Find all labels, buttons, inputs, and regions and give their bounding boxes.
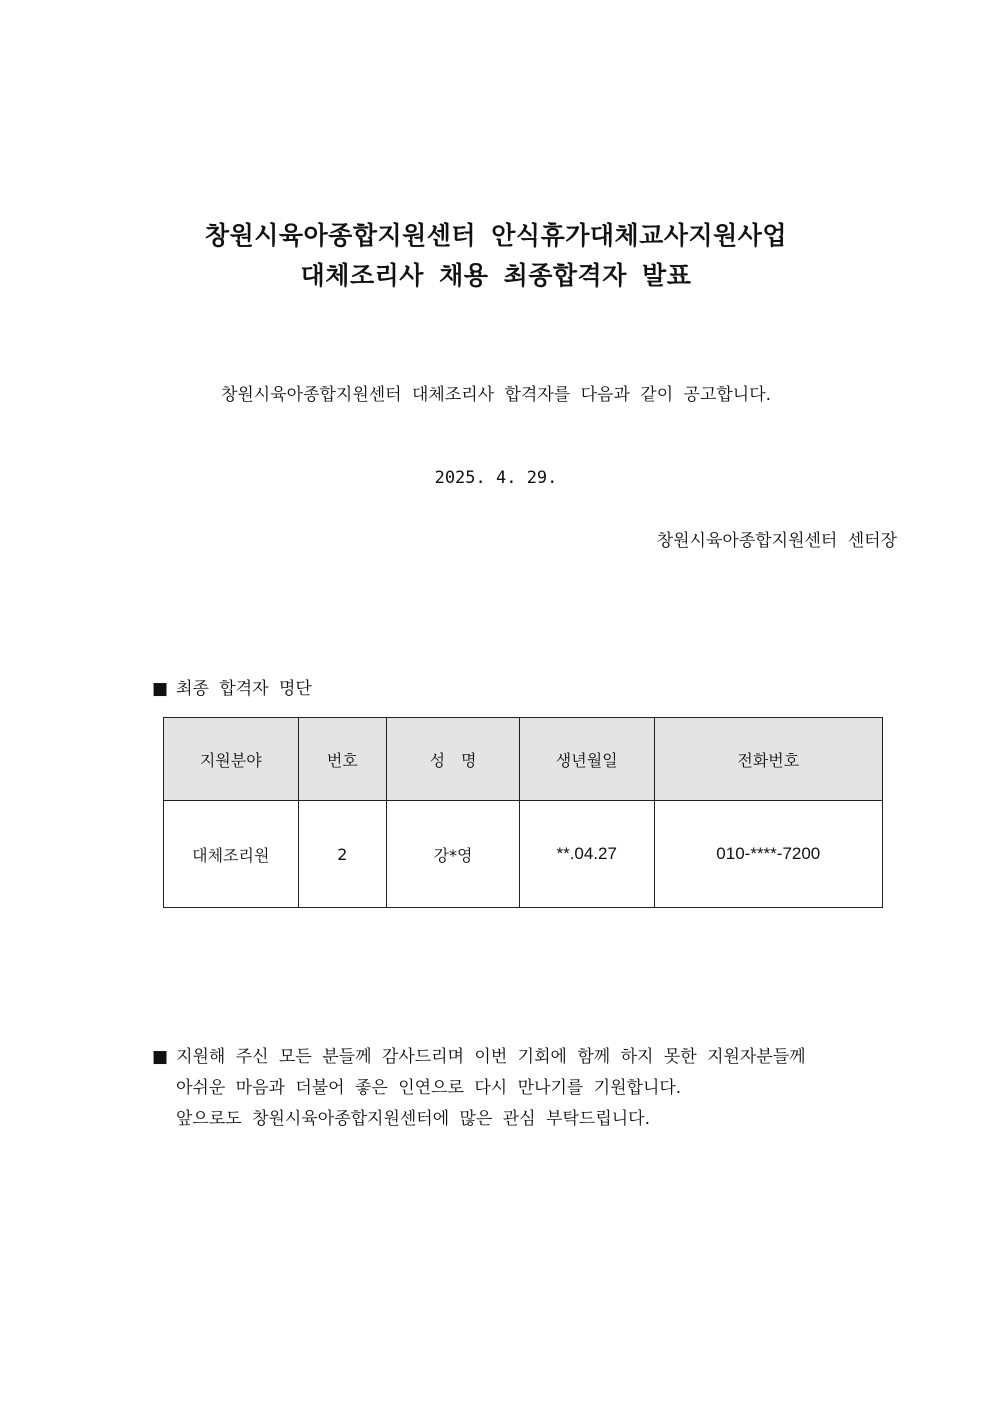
square-bullet-icon: ■ xyxy=(152,1047,169,1067)
table-header-row xyxy=(164,718,883,801)
closing-message xyxy=(152,1042,806,1135)
intro-text: 창원시육아종합지원센터 대체조리사 합격자를 다음과 같이 공고합니다. xyxy=(220,385,772,405)
cell-field: 대체조리원 xyxy=(164,801,299,908)
document-title-line-1: 창원시육아종합지원센터 안식휴가대체교사지원사업 xyxy=(204,221,788,250)
cell-phone: 010-****-7200 xyxy=(654,801,882,908)
square-bullet-icon: ■ xyxy=(152,679,169,699)
header-number: 번호 xyxy=(298,718,387,801)
closing-line-1-text: 지원해 주신 모든 분들께 감사드리며 이번 기회에 함께 하지 못한 지원자분들께 xyxy=(176,1047,806,1067)
section-heading-final-list xyxy=(152,674,312,699)
final-candidates-table xyxy=(163,717,883,908)
table-row xyxy=(164,801,883,908)
document-title-line-2: 대체조리사 채용 최종합격자 발표 xyxy=(300,261,692,290)
closing-line-1 xyxy=(152,1042,806,1073)
header-birth: 생년월일 xyxy=(519,718,654,801)
section-heading-text: 최종 합격자 명단 xyxy=(176,679,312,699)
closing-line-2: 아쉬운 마음과 더불어 좋은 인연으로 다시 만나기를 기원합니다. xyxy=(176,1078,682,1098)
header-name: 성 명 xyxy=(387,718,520,801)
header-phone: 전화번호 xyxy=(654,718,882,801)
closing-line-3: 앞으로도 창원시육아종합지원센터에 많은 관심 부탁드립니다. xyxy=(176,1109,650,1129)
cell-number: 2 xyxy=(298,801,387,908)
header-field: 지원분야 xyxy=(164,718,299,801)
cell-name: 강*영 xyxy=(387,801,520,908)
signer: 창원시육아종합지원센터 센터장 xyxy=(656,531,897,551)
announcement-date: 2025. 4. 29. xyxy=(434,468,558,488)
cell-birth: **.04.27 xyxy=(519,801,654,908)
